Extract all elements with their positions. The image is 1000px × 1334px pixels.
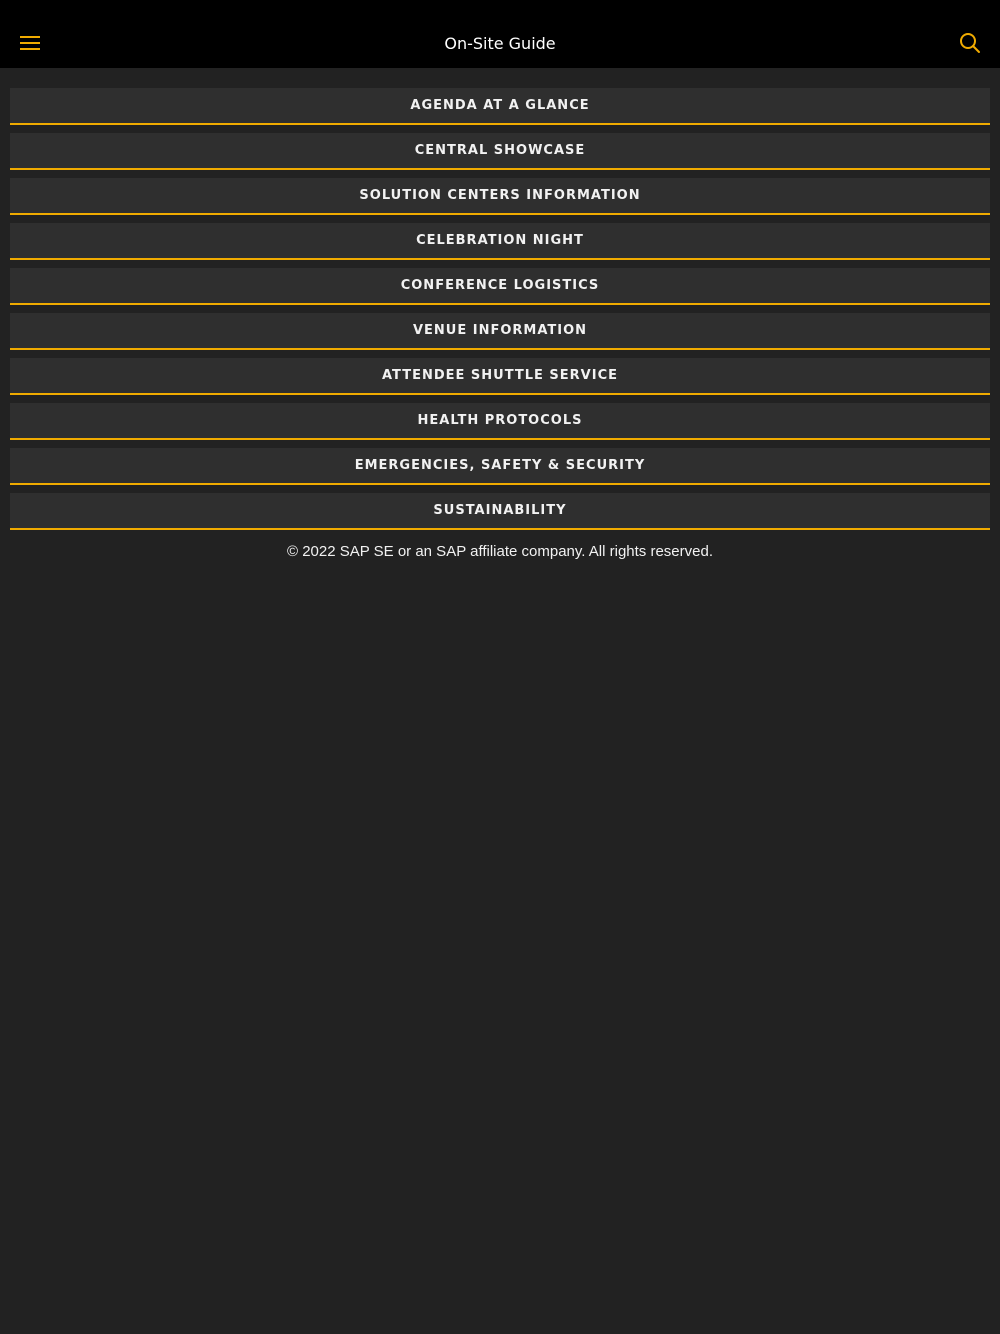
menu-item-solution-centers-information[interactable]: SOLUTION CENTERS INFORMATION <box>10 178 990 215</box>
menu-item-sustainability[interactable]: SUSTAINABILITY <box>10 493 990 530</box>
guide-menu-list <box>0 68 1000 562</box>
menu-item-attendee-shuttle-service[interactable]: ATTENDEE SHUTTLE SERVICE <box>10 358 990 395</box>
menu-item-celebration-night[interactable]: CELEBRATION NIGHT <box>10 223 990 260</box>
page-title: On-Site Guide <box>444 34 556 53</box>
menu-item-agenda-at-a-glance[interactable]: AGENDA AT A GLANCE <box>10 88 990 125</box>
menu-item-venue-information[interactable]: VENUE INFORMATION <box>10 313 990 350</box>
search-button[interactable] <box>952 24 988 62</box>
menu-item-health-protocols[interactable]: HEALTH PROTOCOLS <box>10 403 990 440</box>
copyright-footer: © 2022 SAP SE or an SAP affiliate company. All rights reserved. <box>286 543 713 560</box>
app-header <box>0 0 1000 68</box>
menu-item-central-showcase[interactable]: CENTRAL SHOWCASE <box>10 133 990 170</box>
menu-item-conference-logistics[interactable]: CONFERENCE LOGISTICS <box>10 268 990 305</box>
search-icon <box>959 32 981 54</box>
menu-item-emergencies-safety-security[interactable]: EMERGENCIES, SAFETY & SECURITY <box>10 448 990 485</box>
